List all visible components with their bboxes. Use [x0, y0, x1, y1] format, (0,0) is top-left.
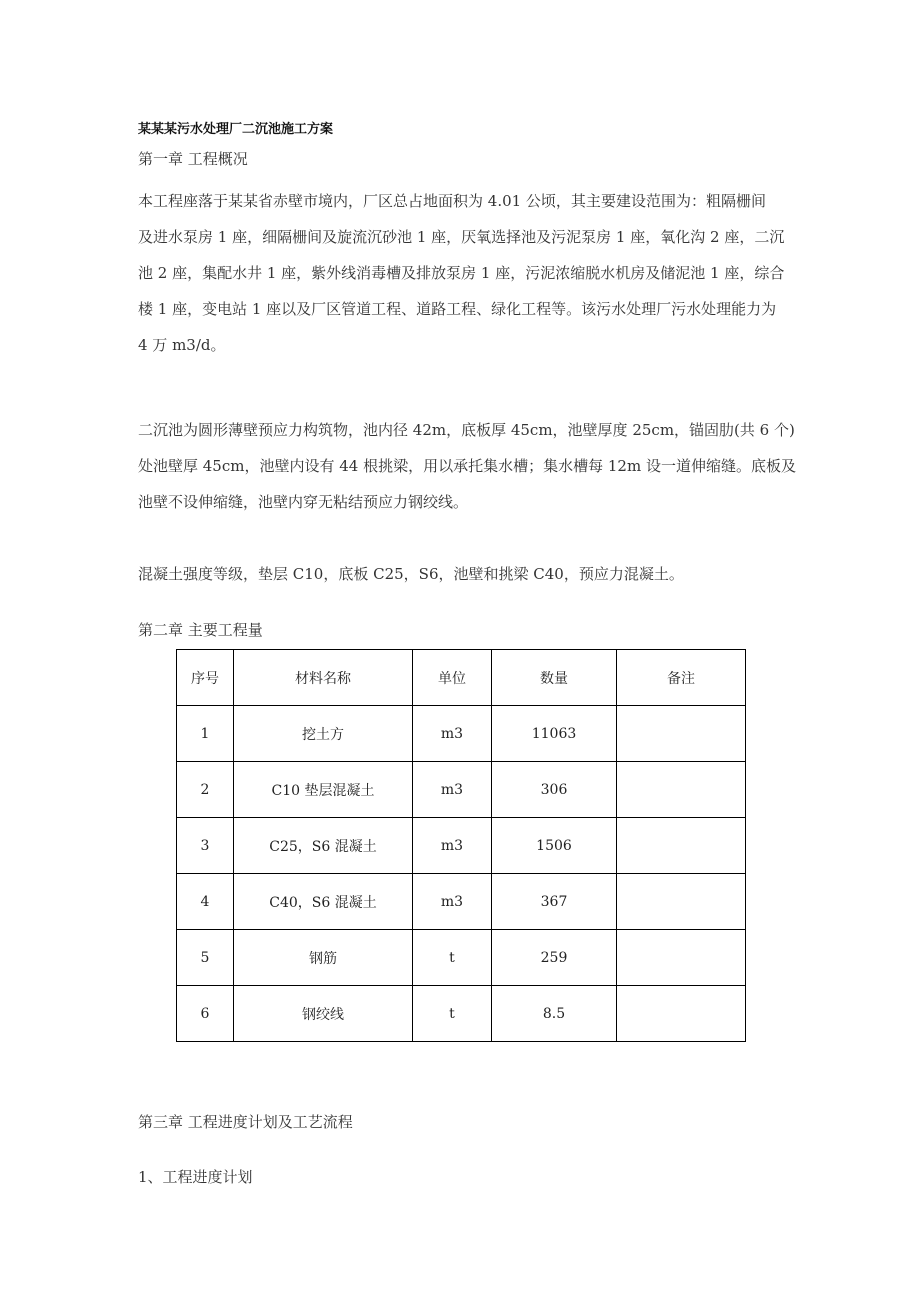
quantity-table: [176, 649, 746, 1042]
table-row: [177, 930, 746, 986]
text-line: 池 2 座，集配水井 1 座，紫外线消毒槽及排放泵房 1 座，污泥浓缩脱水机房及储泥池 1 座，综合: [138, 264, 785, 282]
chapter3-subheading-schedule: 1、工程进度计划: [138, 1168, 253, 1186]
header-cell-remarks: 备注: [617, 650, 746, 706]
table-cell: 8.5: [492, 986, 617, 1042]
table-row: [177, 986, 746, 1042]
table-cell: 5: [177, 930, 234, 986]
text-line: 混凝土强度等级，垫层 C10，底板 C25，S6，池壁和挑梁 C40，预应力混凝土。: [138, 565, 684, 583]
table-cell: [617, 874, 746, 930]
table-cell: [617, 762, 746, 818]
header-cell-unit: 单位: [413, 650, 492, 706]
header-cell-quantity: 数量: [492, 650, 617, 706]
table-cell: C10 垫层混凝土: [234, 762, 413, 818]
chapter1-paragraph-2: [138, 412, 796, 520]
table-header-row: [177, 650, 746, 706]
table-cell: 259: [492, 930, 617, 986]
text-line: 本工程座落于某某省赤壁市境内，厂区总占地面积为 4.01 公顷，其主要建设范围为：粗隔栅间: [138, 192, 766, 210]
chapter1-paragraph-1: [138, 183, 788, 363]
text-line: 及进水泵房 1 座，细隔栅间及旋流沉砂池 1 座，厌氧选择池及污泥泵房 1 座，氧化沟 2 座，二沉: [138, 228, 785, 246]
text-line: 二沉池为圆形薄壁预应力构筑物，池内径 42m，底板厚 45cm，池壁厚度 25cm，锚固肋(共 6 个): [138, 421, 795, 439]
table-cell: [617, 818, 746, 874]
header-cell-index: 序号: [177, 650, 234, 706]
table-row: [177, 762, 746, 818]
chapter2-heading: 第二章 主要工程量: [138, 621, 263, 639]
table-cell: 3: [177, 818, 234, 874]
text-line: 楼 1 座，变电站 1 座以及厂区管道工程、道路工程、绿化工程等。该污水处理厂污水处理能力为: [138, 300, 777, 318]
table-cell: 6: [177, 986, 234, 1042]
table-cell: m3: [413, 874, 492, 930]
table-cell: [617, 706, 746, 762]
table-cell: 2: [177, 762, 234, 818]
text-line: 池壁不设伸缩缝，池壁内穿无粘结预应力钢绞线。: [138, 493, 469, 511]
table-cell: m3: [413, 706, 492, 762]
table-cell: m3: [413, 762, 492, 818]
header-cell-material: 材料名称: [234, 650, 413, 706]
table-cell: 挖土方: [234, 706, 413, 762]
table-cell: 钢绞线: [234, 986, 413, 1042]
chapter1-heading: 第一章 工程概况: [138, 150, 248, 168]
table-cell: [617, 986, 746, 1042]
chapter3-heading: 第三章 工程进度计划及工艺流程: [138, 1113, 353, 1131]
document-title: 某某某污水处理厂二沉池施工方案: [138, 122, 334, 137]
table-cell: 306: [492, 762, 617, 818]
table-cell: 11063: [492, 706, 617, 762]
table-row: [177, 874, 746, 930]
table-cell: C40，S6 混凝土: [234, 874, 413, 930]
table-cell: m3: [413, 818, 492, 874]
table-cell: t: [413, 930, 492, 986]
table-cell: t: [413, 986, 492, 1042]
chapter1-paragraph-3: [138, 556, 788, 592]
table-cell: 1506: [492, 818, 617, 874]
text-line: 4 万 m3/d。: [138, 336, 226, 354]
table-row: [177, 706, 746, 762]
table-row: [177, 818, 746, 874]
table-cell: C25，S6 混凝土: [234, 818, 413, 874]
table-cell: 1: [177, 706, 234, 762]
table-cell: 367: [492, 874, 617, 930]
table-cell: [617, 930, 746, 986]
text-line: 处池壁厚 45cm，池壁内设有 44 根挑梁，用以承托集水槽；集水槽每 12m 设一道伸缩缝。底板及: [138, 457, 796, 475]
table-cell: 钢筋: [234, 930, 413, 986]
table-cell: 4: [177, 874, 234, 930]
